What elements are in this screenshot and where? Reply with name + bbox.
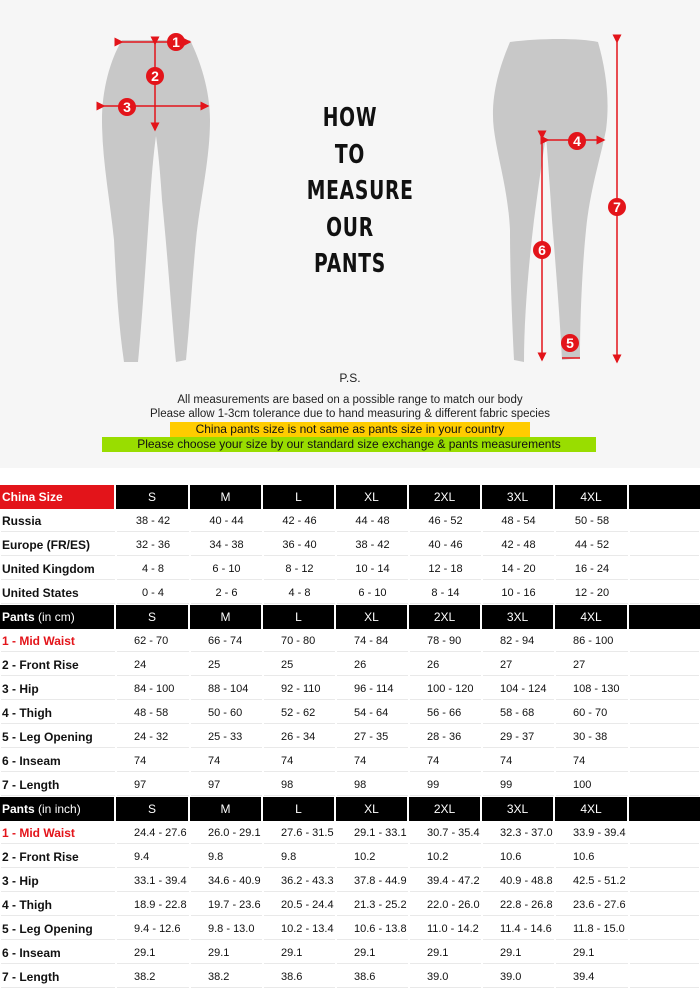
table-cell: 9.8 - 13.0 [190, 917, 263, 941]
row-label: Russia [0, 509, 116, 533]
table-header-row [0, 797, 700, 821]
table-cell: 29.1 [555, 941, 629, 965]
size-header-2xl: 2XL [409, 605, 482, 629]
row-spacer [629, 725, 700, 749]
size-header-2xl: 2XL [409, 485, 482, 509]
table-cell: 33.9 - 39.4 [555, 821, 629, 845]
table-cell: 86 - 100 [555, 629, 629, 653]
table-cell: 62 - 70 [116, 629, 190, 653]
size-header-s: S [116, 485, 190, 509]
header-label [0, 605, 116, 629]
table-cell: 9.8 [190, 845, 263, 869]
table-cell: 27 [482, 653, 555, 677]
table-cell: 42 - 48 [482, 533, 555, 557]
row-spacer [629, 509, 700, 533]
table-cell: 8 - 12 [263, 557, 336, 581]
marker-6-icon [533, 241, 551, 259]
size-header-3xl: 3XL [482, 605, 555, 629]
row-label: 5 - Leg Opening [0, 725, 116, 749]
svg-text:5: 5 [566, 335, 574, 351]
marker-2-icon [146, 67, 164, 85]
table-cell: 97 [190, 773, 263, 797]
size-header-l: L [263, 485, 336, 509]
table-cell: 20.5 - 24.4 [263, 893, 336, 917]
row-label: 3 - Hip [0, 869, 116, 893]
size-header-xl: XL [336, 605, 409, 629]
table-cell: 38.2 [190, 965, 263, 989]
size-header-xl: XL [336, 485, 409, 509]
table-cell: 23.6 - 27.6 [555, 893, 629, 917]
row-spacer [629, 893, 700, 917]
table-cell: 27 [555, 653, 629, 677]
row-label: Europe (FR/ES) [0, 533, 116, 557]
table-cell: 10.2 - 13.4 [263, 917, 336, 941]
size-header-3xl: 3XL [482, 485, 555, 509]
table-cell: 74 [555, 749, 629, 773]
table-cell: 10.6 [482, 845, 555, 869]
size-header-m: M [190, 485, 263, 509]
table-cell: 9.4 [116, 845, 190, 869]
header-unit-text: (in inch) [34, 802, 81, 816]
title-line: TO [334, 139, 366, 170]
table-cell: 74 [116, 749, 190, 773]
table-cell: 39.0 [482, 965, 555, 989]
note-line-2: Please allow 1-3cm tolerance due to hand measuring & different fabric species [150, 408, 550, 420]
row-label: 6 - Inseam [0, 941, 116, 965]
table-cell: 50 - 60 [190, 701, 263, 725]
table-cell: 28 - 36 [409, 725, 482, 749]
marker-1-icon [167, 33, 185, 51]
table-cell: 26 - 34 [263, 725, 336, 749]
table-cell: 38 - 42 [336, 533, 409, 557]
table-cell: 82 - 94 [482, 629, 555, 653]
table-cell: 29.1 - 33.1 [336, 821, 409, 845]
table-cell: 58 - 68 [482, 701, 555, 725]
row-spacer [629, 653, 700, 677]
table-cell: 4 - 8 [263, 581, 336, 605]
row-label: 4 - Thigh [0, 893, 116, 917]
table-cell: 25 [190, 653, 263, 677]
table-cell: 29.1 [409, 941, 482, 965]
table-cell: 22.0 - 26.0 [409, 893, 482, 917]
how-to-measure-title [306, 100, 414, 283]
table-cell: 100 - 120 [409, 677, 482, 701]
table-cell: 38.6 [263, 965, 336, 989]
table-cell: 96 - 114 [336, 677, 409, 701]
table-cell: 40 - 44 [190, 509, 263, 533]
row-spacer [629, 821, 700, 845]
table-cell: 84 - 100 [116, 677, 190, 701]
table-cell: 48 - 58 [116, 701, 190, 725]
size-header-3xl: 3XL [482, 797, 555, 821]
table-cell: 29.1 [116, 941, 190, 965]
table-cell: 46 - 52 [409, 509, 482, 533]
table-cell: 36 - 40 [263, 533, 336, 557]
table-cell: 8 - 14 [409, 581, 482, 605]
table-cell: 74 [409, 749, 482, 773]
title-line: OUR [326, 212, 374, 243]
table-row [0, 629, 700, 653]
table-cell: 2 - 6 [190, 581, 263, 605]
row-label: 7 - Length [0, 965, 116, 989]
size-header-m: M [190, 605, 263, 629]
table-cell: 9.8 [263, 845, 336, 869]
row-spacer [629, 629, 700, 653]
marker-4-icon [568, 132, 586, 150]
title-line: PANTS [313, 249, 386, 279]
row-label: 6 - Inseam [0, 749, 116, 773]
row-spacer [629, 701, 700, 725]
row-spacer [629, 533, 700, 557]
svg-text:4: 4 [573, 133, 581, 149]
size-header-l: L [263, 797, 336, 821]
table-row [0, 893, 700, 917]
table-cell: 38 - 42 [116, 509, 190, 533]
table-cell: 27 - 35 [336, 725, 409, 749]
table-cell: 99 [482, 773, 555, 797]
table-cell: 34.6 - 40.9 [190, 869, 263, 893]
row-spacer [629, 773, 700, 797]
table-cell: 26.0 - 29.1 [190, 821, 263, 845]
svg-text:3: 3 [123, 99, 131, 115]
table-cell: 52 - 62 [263, 701, 336, 725]
table-cell: 74 [482, 749, 555, 773]
svg-text:6: 6 [538, 242, 546, 258]
table-cell: 6 - 10 [336, 581, 409, 605]
row-label: United Kingdom [0, 557, 116, 581]
row-spacer [629, 869, 700, 893]
table-cell: 9.4 - 12.6 [116, 917, 190, 941]
table-cell: 10 - 16 [482, 581, 555, 605]
back-pants-shape [493, 39, 608, 362]
table-cell: 29.1 [263, 941, 336, 965]
table-cell: 24.4 - 27.6 [116, 821, 190, 845]
header-label-text: Pants [2, 610, 35, 624]
table-cell: 32.3 - 37.0 [482, 821, 555, 845]
header-label [0, 485, 116, 509]
table-row [0, 845, 700, 869]
table-row [0, 965, 700, 989]
table-cell: 98 [336, 773, 409, 797]
table-cell: 18.9 - 22.8 [116, 893, 190, 917]
table-row [0, 701, 700, 725]
size-chart-table [0, 485, 700, 989]
front-pants-shape [102, 40, 210, 362]
table-row [0, 533, 700, 557]
header-spacer [629, 797, 700, 821]
table-cell: 32 - 36 [116, 533, 190, 557]
size-header-s: S [116, 605, 190, 629]
table-cell: 10.6 - 13.8 [336, 917, 409, 941]
table-row [0, 677, 700, 701]
table-row [0, 773, 700, 797]
table-cell: 0 - 4 [116, 581, 190, 605]
table-cell: 108 - 130 [555, 677, 629, 701]
table-cell: 10 - 14 [336, 557, 409, 581]
table-row [0, 869, 700, 893]
table-row [0, 509, 700, 533]
table-cell: 29.1 [482, 941, 555, 965]
header-unit-text: (in cm) [34, 610, 75, 624]
table-cell: 44 - 52 [555, 533, 629, 557]
table-cell: 78 - 90 [409, 629, 482, 653]
row-spacer [629, 917, 700, 941]
title-line: MEASURE [306, 176, 414, 206]
header-spacer [629, 605, 700, 629]
table-cell: 42 - 46 [263, 509, 336, 533]
table-row [0, 821, 700, 845]
highlight-china-size: China pants size is not same as pants size in your country [170, 422, 530, 437]
table-row [0, 653, 700, 677]
title-line: HOW [322, 103, 378, 133]
table-cell: 11.8 - 15.0 [555, 917, 629, 941]
table-cell: 33.1 - 39.4 [116, 869, 190, 893]
table-cell: 10.2 [409, 845, 482, 869]
table-cell: 25 - 33 [190, 725, 263, 749]
table-cell: 29 - 37 [482, 725, 555, 749]
highlight-choose-size: Please choose your size by our standard size exchange & pants measurements [102, 437, 596, 452]
row-label: 1 - Mid Waist [0, 821, 116, 845]
row-label: 7 - Length [0, 773, 116, 797]
table-cell: 60 - 70 [555, 701, 629, 725]
table-cell: 44 - 48 [336, 509, 409, 533]
row-spacer [629, 749, 700, 773]
table-cell: 56 - 66 [409, 701, 482, 725]
table-cell: 36.2 - 43.3 [263, 869, 336, 893]
table-cell: 19.7 - 23.6 [190, 893, 263, 917]
table-cell: 98 [263, 773, 336, 797]
svg-text:7: 7 [613, 199, 621, 215]
table-cell: 27.6 - 31.5 [263, 821, 336, 845]
table-cell: 88 - 104 [190, 677, 263, 701]
table-cell: 10.2 [336, 845, 409, 869]
table-cell: 26 [336, 653, 409, 677]
table-cell: 48 - 54 [482, 509, 555, 533]
table-cell: 39.4 - 47.2 [409, 869, 482, 893]
table-cell: 104 - 124 [482, 677, 555, 701]
table-cell: 26 [409, 653, 482, 677]
row-spacer [629, 965, 700, 989]
row-label: United States [0, 581, 116, 605]
table-row [0, 749, 700, 773]
row-label: 2 - Front Rise [0, 845, 116, 869]
table-cell: 37.8 - 44.9 [336, 869, 409, 893]
row-label: 2 - Front Rise [0, 653, 116, 677]
table-cell: 22.8 - 26.8 [482, 893, 555, 917]
table-cell: 74 - 84 [336, 629, 409, 653]
table-cell: 70 - 80 [263, 629, 336, 653]
table-row [0, 581, 700, 605]
table-header-row [0, 605, 700, 629]
header-label-text: Pants [2, 802, 35, 816]
table-cell: 39.4 [555, 965, 629, 989]
table-cell: 29.1 [190, 941, 263, 965]
table-cell: 40 - 46 [409, 533, 482, 557]
table-cell: 24 - 32 [116, 725, 190, 749]
marker-3-icon [118, 98, 136, 116]
row-spacer [629, 677, 700, 701]
table-cell: 11.0 - 14.2 [409, 917, 482, 941]
table-cell: 38.6 [336, 965, 409, 989]
size-header-xl: XL [336, 797, 409, 821]
row-spacer [629, 941, 700, 965]
header-label-text: China Size [2, 490, 63, 504]
row-label: 3 - Hip [0, 677, 116, 701]
table-cell: 74 [190, 749, 263, 773]
table-cell: 14 - 20 [482, 557, 555, 581]
table-cell: 11.4 - 14.6 [482, 917, 555, 941]
table-cell: 54 - 64 [336, 701, 409, 725]
ps-label: P.S. [339, 371, 361, 385]
table-cell: 24 [116, 653, 190, 677]
table-cell: 38.2 [116, 965, 190, 989]
table-cell: 100 [555, 773, 629, 797]
row-spacer [629, 845, 700, 869]
table-cell: 10.6 [555, 845, 629, 869]
table-row [0, 725, 700, 749]
table-cell: 99 [409, 773, 482, 797]
table-cell: 42.5 - 51.2 [555, 869, 629, 893]
table-row [0, 941, 700, 965]
table-cell: 29.1 [336, 941, 409, 965]
table-cell: 34 - 38 [190, 533, 263, 557]
svg-text:2: 2 [151, 68, 159, 84]
row-label: 5 - Leg Opening [0, 917, 116, 941]
table-row [0, 557, 700, 581]
note-line-1: All measurements are based on a possible range to match our body [177, 394, 523, 406]
table-header-row [0, 485, 700, 509]
header-spacer [629, 485, 700, 509]
table-cell: 12 - 20 [555, 581, 629, 605]
table-cell: 16 - 24 [555, 557, 629, 581]
row-spacer [629, 581, 700, 605]
size-header-4xl: 4XL [555, 605, 629, 629]
table-cell: 4 - 8 [116, 557, 190, 581]
table-cell: 40.9 - 48.8 [482, 869, 555, 893]
size-header-4xl: 4XL [555, 485, 629, 509]
header-label [0, 797, 116, 821]
table-cell: 66 - 74 [190, 629, 263, 653]
table-cell: 39.0 [409, 965, 482, 989]
table-cell: 74 [336, 749, 409, 773]
row-label: 4 - Thigh [0, 701, 116, 725]
table-row [0, 917, 700, 941]
size-header-m: M [190, 797, 263, 821]
table-cell: 21.3 - 25.2 [336, 893, 409, 917]
marker-5-icon [561, 334, 579, 352]
size-header-4xl: 4XL [555, 797, 629, 821]
size-header-l: L [263, 605, 336, 629]
svg-text:1: 1 [172, 34, 180, 50]
table-cell: 6 - 10 [190, 557, 263, 581]
table-cell: 92 - 110 [263, 677, 336, 701]
table-cell: 74 [263, 749, 336, 773]
row-spacer [629, 557, 700, 581]
table-cell: 97 [116, 773, 190, 797]
size-header-s: S [116, 797, 190, 821]
table-cell: 30.7 - 35.4 [409, 821, 482, 845]
row-label: 1 - Mid Waist [0, 629, 116, 653]
table-cell: 50 - 58 [555, 509, 629, 533]
table-cell: 12 - 18 [409, 557, 482, 581]
table-cell: 30 - 38 [555, 725, 629, 749]
size-header-2xl: 2XL [409, 797, 482, 821]
marker-7-icon [608, 198, 626, 216]
table-cell: 25 [263, 653, 336, 677]
